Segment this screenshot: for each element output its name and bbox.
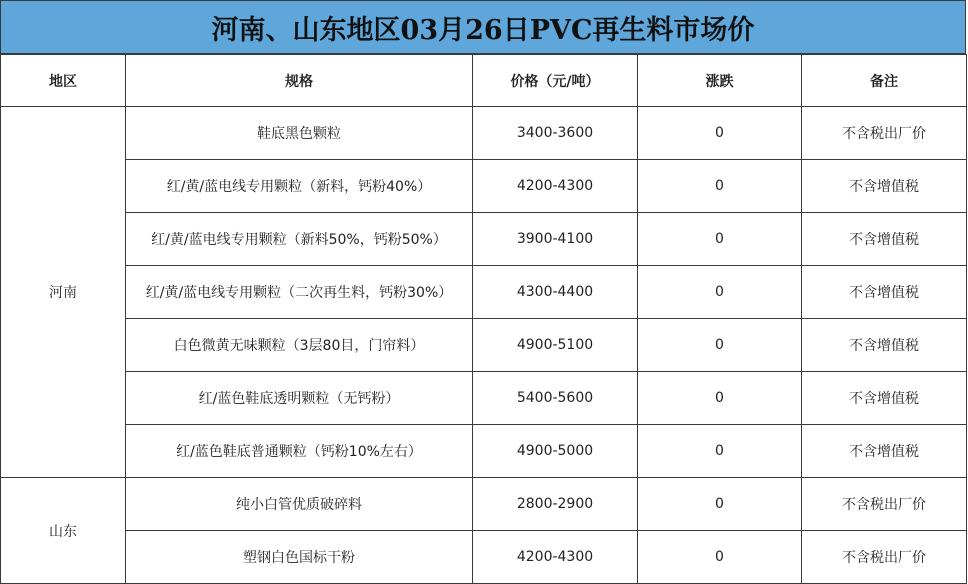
price-table <box>0 54 967 584</box>
header-row <box>1 55 967 107</box>
table-row <box>1 160 967 213</box>
change-cell: 0 <box>638 478 802 531</box>
change-cell: 0 <box>638 425 802 478</box>
note-cell: 不含增值税 <box>802 266 967 319</box>
price-cell: 2800-2900 <box>473 478 638 531</box>
table-row <box>1 213 967 266</box>
price-cell: 4200-4300 <box>473 531 638 584</box>
table-row <box>1 531 967 584</box>
table-row <box>1 266 967 319</box>
change-cell: 0 <box>638 107 802 160</box>
spec-cell: 白色微黄无味颗粒（3层80目，门帘料） <box>126 319 473 372</box>
note-cell: 不含增值税 <box>802 425 967 478</box>
price-cell: 4200-4300 <box>473 160 638 213</box>
change-cell: 0 <box>638 319 802 372</box>
price-cell: 4300-4400 <box>473 266 638 319</box>
note-cell: 不含税出厂价 <box>802 107 967 160</box>
note-cell: 不含税出厂价 <box>802 478 967 531</box>
table-row <box>1 107 967 160</box>
spec-cell: 塑钢白色国标干粉 <box>126 531 473 584</box>
price-cell: 5400-5600 <box>473 372 638 425</box>
price-cell: 3900-4100 <box>473 213 638 266</box>
change-cell: 0 <box>638 213 802 266</box>
spec-cell: 纯小白管优质破碎料 <box>126 478 473 531</box>
region-cell: 山东 <box>1 478 126 584</box>
note-cell: 不含增值税 <box>802 372 967 425</box>
change-cell: 0 <box>638 266 802 319</box>
price-cell: 4900-5000 <box>473 425 638 478</box>
price-cell: 4900-5100 <box>473 319 638 372</box>
header-change: 涨跌 <box>638 55 802 107</box>
spec-cell: 鞋底黑色颗粒 <box>126 107 473 160</box>
header-spec: 规格 <box>126 55 473 107</box>
spec-cell: 红/蓝色鞋底普通颗粒（钙粉10%左右） <box>126 425 473 478</box>
change-cell: 0 <box>638 372 802 425</box>
title-bar <box>0 0 966 54</box>
note-cell: 不含增值税 <box>802 213 967 266</box>
spec-cell: 红/蓝色鞋底透明颗粒（无钙粉） <box>126 372 473 425</box>
table-row <box>1 319 967 372</box>
page-title: 河南、山东地区03月26日PVC再生料市场价 <box>211 14 755 46</box>
spec-cell: 红/黄/蓝电线专用颗粒（新料50%，钙粉50%） <box>126 213 473 266</box>
header-note: 备注 <box>802 55 967 107</box>
change-cell: 0 <box>638 160 802 213</box>
note-cell: 不含税出厂价 <box>802 531 967 584</box>
note-cell: 不含增值税 <box>802 160 967 213</box>
header-region: 地区 <box>1 55 126 107</box>
region-cell: 河南 <box>1 107 126 478</box>
table-row <box>1 478 967 531</box>
table-row <box>1 425 967 478</box>
change-cell: 0 <box>638 531 802 584</box>
note-cell: 不含增值税 <box>802 319 967 372</box>
price-cell: 3400-3600 <box>473 107 638 160</box>
table-row <box>1 372 967 425</box>
spec-cell: 红/黄/蓝电线专用颗粒（二次再生料，钙粉30%） <box>126 266 473 319</box>
spec-cell: 红/黄/蓝电线专用颗粒（新料，钙粉40%） <box>126 160 473 213</box>
header-price: 价格（元/吨） <box>473 55 638 107</box>
